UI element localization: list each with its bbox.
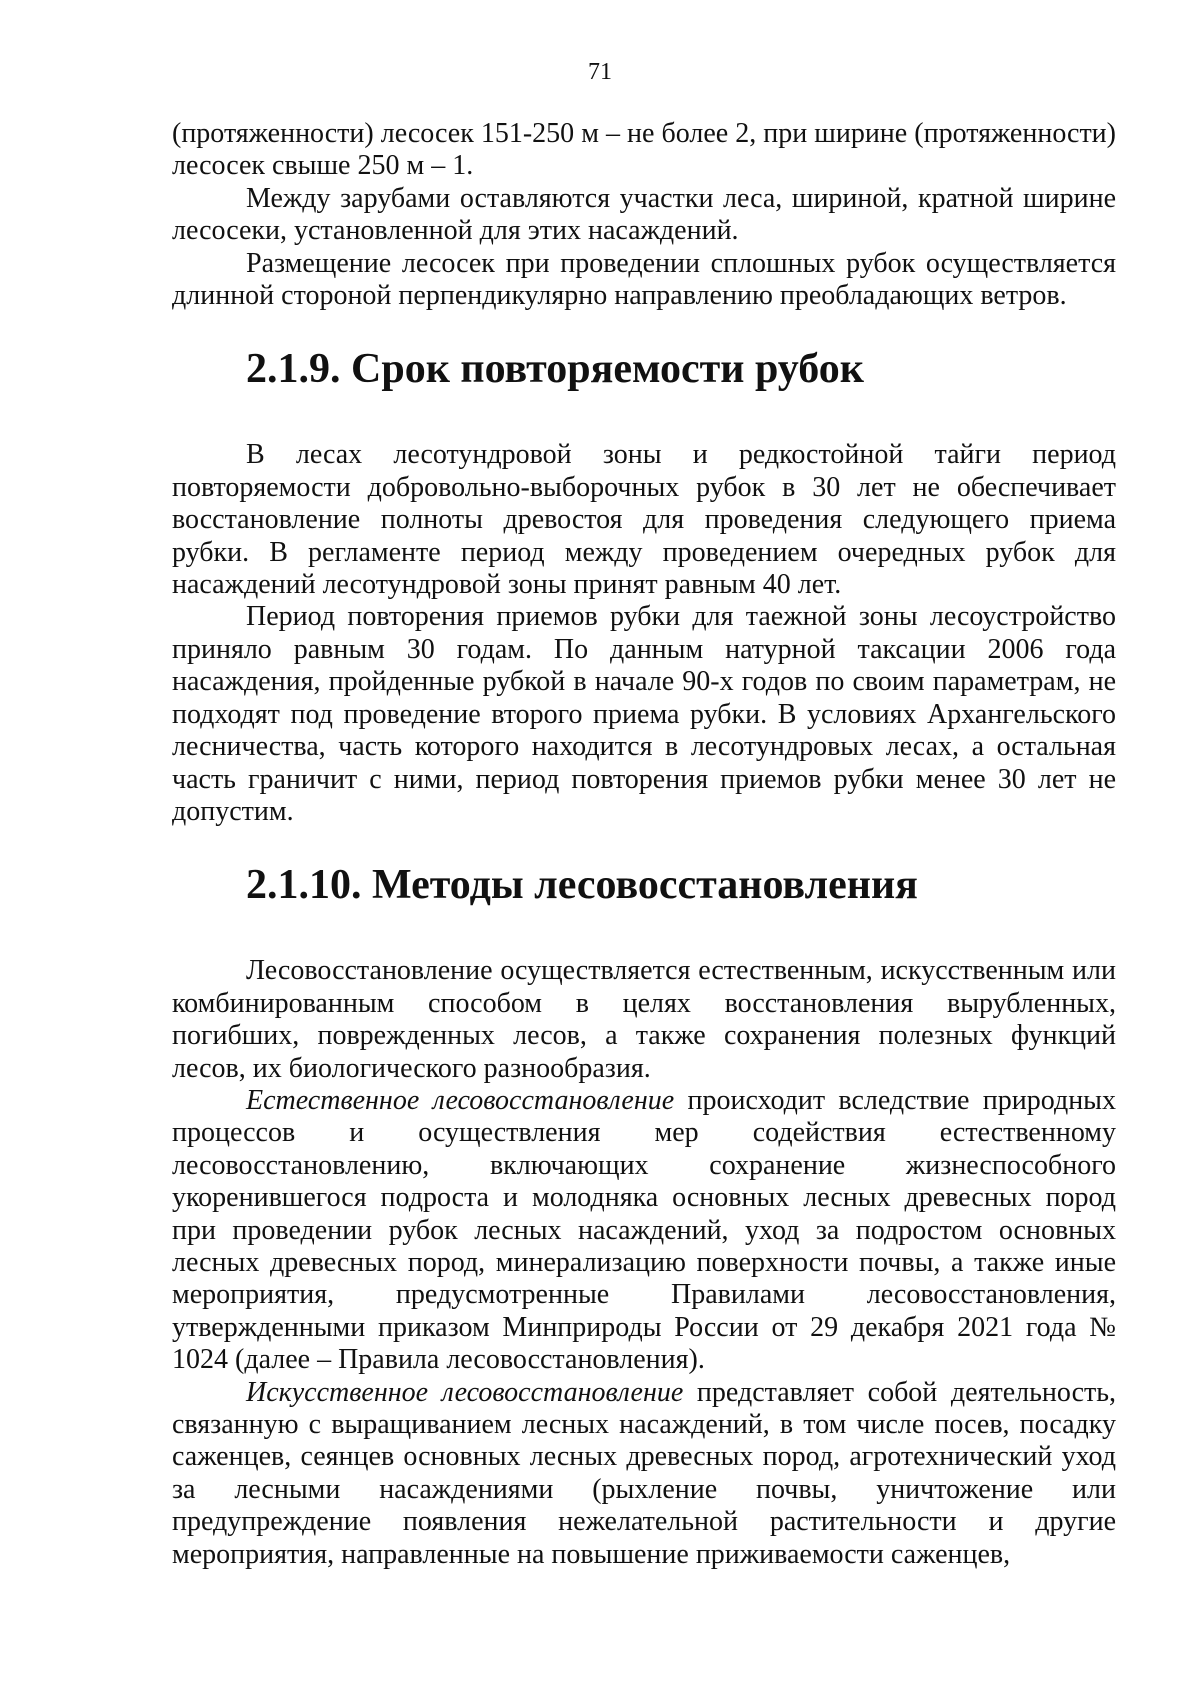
paragraph-taiga-period: Период повторения приемов рубки для таежной зоны лесоустройство приняло равным 30 годам. По данным натурной таксации 2006 года насаждения, пройденные рубкой в начале 90-х годов по своим параметрам, не подходят под проведение второго приема рубки. В условиях Архангельского лесничества, часть которого находится в лесотундровых лесах, а остальная часть граничит с ними, период повторения приемов рубки менее 30 лет не допустим.	[172, 601, 1116, 827]
page-number: 71	[588, 59, 612, 85]
paragraph-natural-reforestation	[172, 1085, 1116, 1377]
paragraph-continuation: (протяженности) лесосек 151-250 м – не более 2, при ширине (протяженности) лесосек свыше 250 м – 1.	[172, 118, 1116, 182]
paragraph-cut-placement: Размещение лесосек при проведении сплошных рубок осуществляется длинной стороной перпендикулярно направлению преобладающих ветров.	[172, 247, 1116, 312]
term-artificial-reforestation: Искусственное лесовосстановление	[246, 1376, 684, 1408]
paragraph-forest-tundra: В лесах лесотундровой зоны и редкостойной тайги период повторяемости добровольно-выборочных рубок в 30 лет не обеспечивает восстановление полноты древостоя для проведения следующего приема рубки. В регламенте период между проведением очередных рубок для насаждений лесотундровой зоны принят равным 40 лет.	[172, 439, 1116, 601]
paragraph-reforestation-overview: Лесовосстановление осуществляется естественным, искусственным или комбинированным способом в целях восстановления вырубленных, погибших, поврежденных лесов, а также сохранения полезных функций лесов, их биологического разнообразия.	[172, 955, 1116, 1084]
paragraph-between-cuts: Между зарубами оставляются участки леса, шириной, кратной ширине лесосеки, установленной для этих насаждений.	[172, 182, 1116, 247]
paragraph-artificial-reforestation	[172, 1377, 1116, 1571]
term-natural-reforestation: Естественное лесовосстановление	[246, 1084, 675, 1116]
artificial-reforestation-text: представляет собой деятельность, связанную с выращиванием лесных насаждений, в том числе посев, посадку саженцев, сеянцев основных лесных древесных пород, агротехнический уход за лесными насаждениями (рыхление почвы, уничтожение или предупреждение появления нежелательной растительности и другие мероприятия, направленные на повышение приживаемости саженцев,	[172, 1376, 1117, 1570]
section-heading-reforestation-methods: 2.1.10. Методы лесовосстановления	[246, 862, 918, 909]
natural-reforestation-text: происходит вследствие природных процессов и осуществления мер содействия естественному лесовосстановлению, включающих сохранение жизнеспособного укоренившегося подроста и молодняка основных лесных древесных пород при проведении рубок лесных насаждений, уход за подростом основных лесных древесных пород, минерализацию поверхности почвы, а также иные мероприятия, предусмотренные Правилами лесовосстановления, утвержденными приказом Минприроды России от 29 декабря 2021 года № 1024 (далее – Правила лесовосстановления).	[172, 1084, 1116, 1376]
document-body	[172, 118, 1116, 1571]
section-heading-cut-recurrence: 2.1.9. Срок повторяемости рубок	[246, 346, 864, 393]
